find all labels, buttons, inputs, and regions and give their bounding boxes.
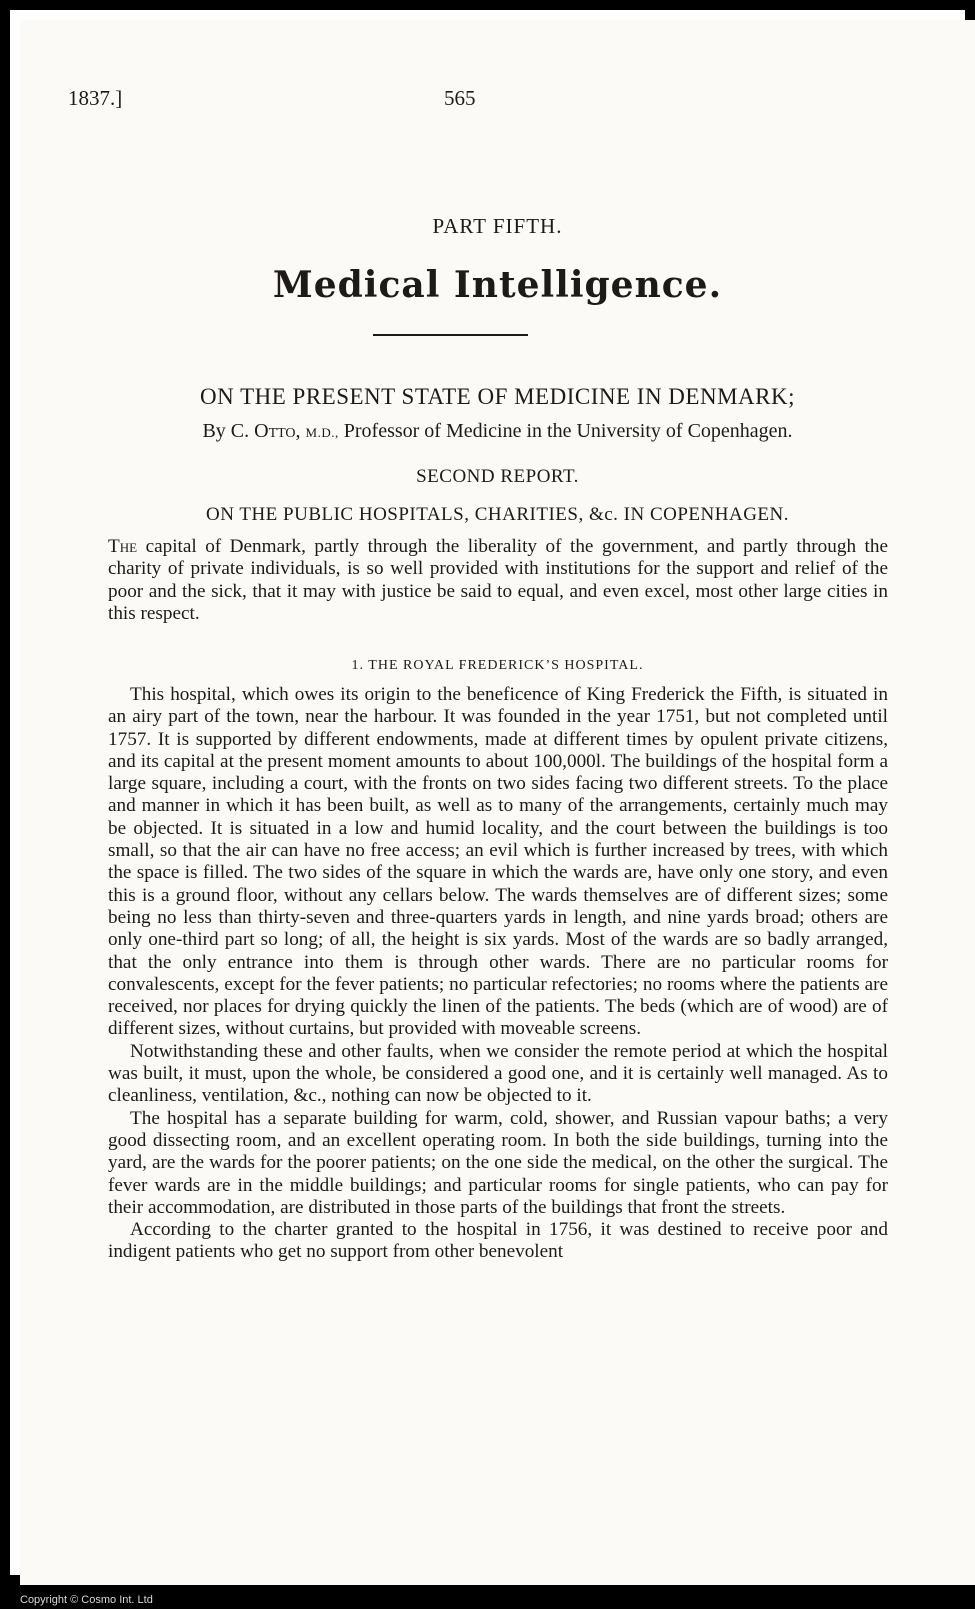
paragraph: Notwithstanding these and other faults, when we consider the remote period at which the hospital was built, it must, upon the whole, be considered a good one, and it is certainly well managed. As to cleanliness, ventilation, &c., nothing can now be objected to it. (108, 1040, 888, 1107)
author-affiliation: Professor of Medicine in the University of Copenhagen. (343, 420, 793, 442)
author-degree: M.D., (305, 425, 339, 440)
report-subtitle: ON THE PUBLIC HOSPITALS, CHARITIES, &c. IN COPENHAGEN. (206, 504, 789, 525)
book-page (20, 20, 975, 1585)
intro-lead: The (108, 536, 138, 557)
paragraph: This hospital, which owes its origin to the beneficence of King Frederick the Fifth, is situated in an airy part of the town, near the harbour. It was founded in the year 1751, but not completed until 1757. It is supported by different endowments, made at different times by opulent private citizens, and its capital at the present moment amounts to about 100,000l. The buildings of the hospital form a large square, including a court, with the fronts on two sides facing two different streets. To the place and manner in which it has been built, as well as to many of the arrangements, certainly much may be objected. It is situated in a low and humid locality, and the court between the buildings is too small, so that the air can have no free access; an evil which is further increased by trees, with which the space is filled. The two sides of the square in which the wards are, have only one story, and even this is a ground floor, without any cellars below. The wards themselves are of different sizes; some being no less than thirty-seven and three-quarters yards in length, and nine yards broad; others are only one-third part so long; of all, the height is six yards. Most of the wards are so badly arranged, that the only entrance into them is through other wards. There are no particular rooms for convalescents, except for the fever patients; no particular refectories; no rooms where the patients are received, nor places for drying quickly the linen of the patients. The beds (which are of wood) are of different sizes, without curtains, but provided with moveable screens. (108, 684, 888, 1040)
author-name: Otto, (254, 420, 301, 442)
page-number: 565 (444, 86, 476, 110)
subheading: 1. THE ROYAL FREDERICK’S HOSPITAL. (351, 658, 644, 673)
intro-text: capital of Denmark, partly through the liberality of the government, and partly through the charity of private individuals, is so well provided with institutions for the support and relief of the poor and the sick, that it may with justice be said to equal, and even excel, most other large cities in this respect. (108, 536, 888, 624)
title-divider (373, 334, 528, 336)
running-head (68, 86, 927, 116)
main-text (108, 684, 888, 1264)
copyright-notice: Copyright © Cosmo Int. Ltd (20, 1594, 153, 1606)
part-title: PART FIFTH. (432, 214, 563, 238)
byline-prefix: By C. (202, 420, 250, 442)
paragraph: The hospital has a separate building for warm, cold, shower, and Russian vapour baths; a very good dissecting room, and an excellent operating room. In both the side buildings, turning into the yard, are the wards for the poorer patients; on the one side the medical, on the other the surgical. The fever wards are in the middle buildings; and particular rooms for single patients, who can pay for their accommodation, are distributed in those parts of the buildings that front the streets. (108, 1107, 888, 1218)
intro-paragraph (108, 536, 888, 625)
byline (20, 420, 975, 443)
article-title: ON THE PRESENT STATE OF MEDICINE IN DENMARK; (200, 384, 795, 409)
paragraph: According to the charter granted to the hospital in 1756, it was destined to receive poor and indigent patients who get no support from other benevolent (108, 1219, 888, 1263)
section-title: Medical Intelligence. (272, 264, 723, 306)
running-head-year: 1837.] (68, 86, 123, 110)
report-title: SECOND REPORT. (416, 466, 579, 487)
